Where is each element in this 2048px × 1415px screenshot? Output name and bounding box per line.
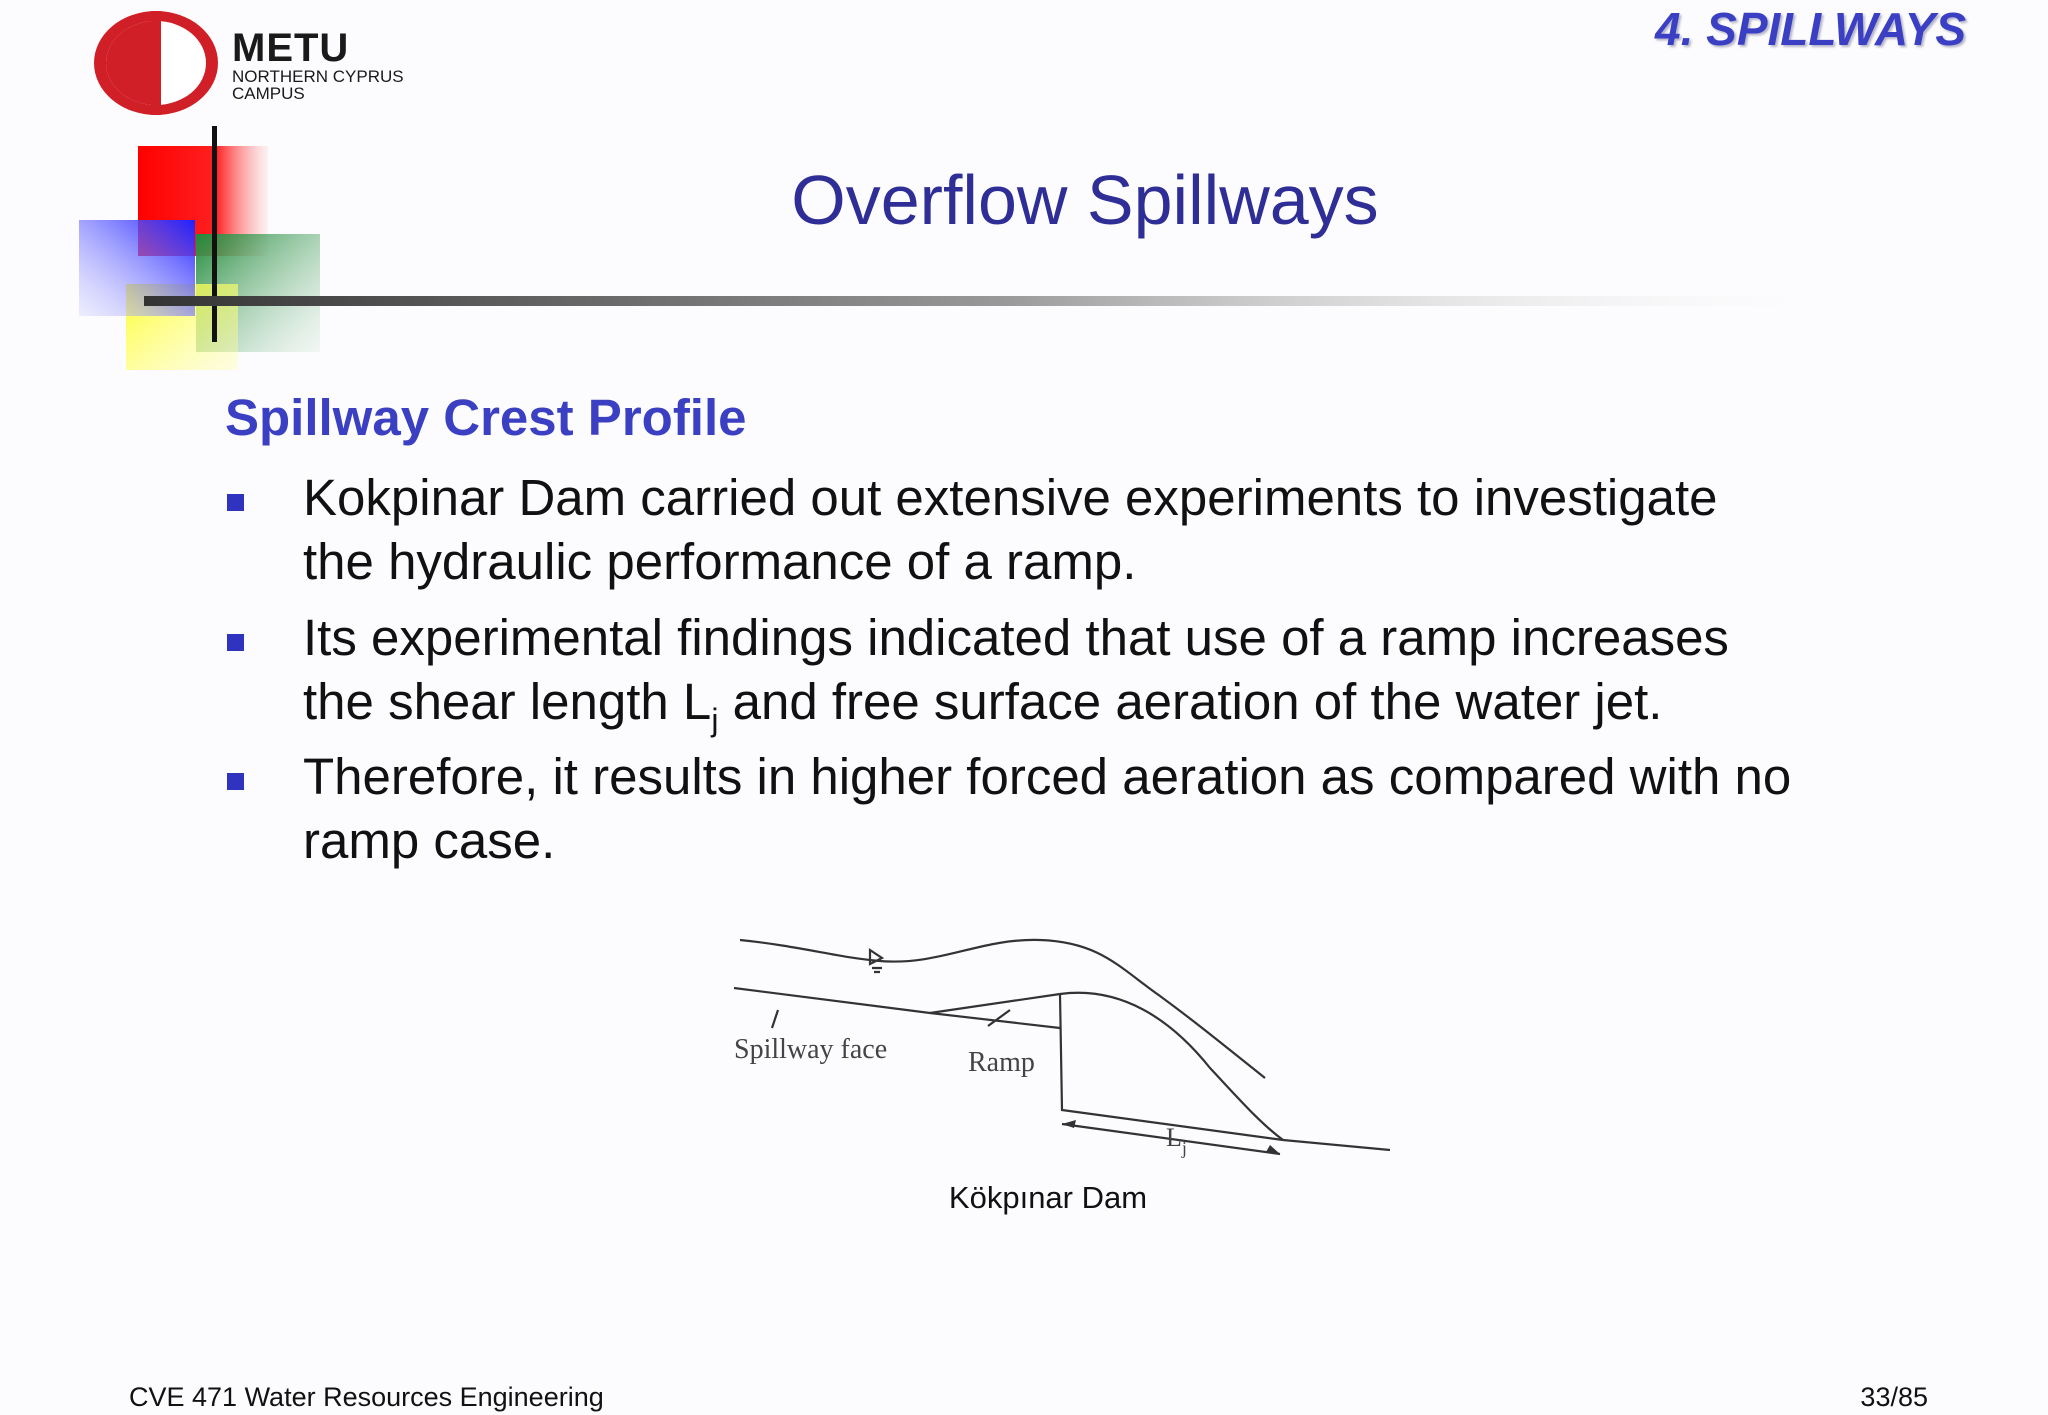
subheading: Spillway Crest Profile (225, 389, 747, 446)
title-underline-rule (144, 296, 1864, 306)
lj-label-sub: j (1181, 1138, 1187, 1158)
logo-wordmark (232, 28, 404, 102)
ramp-diagram (720, 918, 1400, 1180)
bullet-marker (227, 494, 244, 511)
bullet-marker (227, 773, 244, 790)
bullet-2-line-2-pre: the shear length L (303, 673, 712, 730)
metu-logo-seal (90, 6, 224, 120)
section-label: 4. SPILLWAYS (1655, 3, 1966, 55)
downstream-face-line (1283, 1140, 1390, 1150)
bullet-3-line-1: Therefore, it results in higher forced aeration as compared with no (303, 748, 1792, 805)
bullet-2-text (303, 606, 1863, 738)
ramp-label: Ramp (968, 1047, 1035, 1078)
bullet-1-text (303, 466, 1863, 594)
bullet-1-line-1: Kokpinar Dam carried out extensive experiments to investigate (303, 469, 1718, 526)
lj-arrow-left (1062, 1120, 1076, 1128)
bullet-marker (227, 634, 244, 651)
bullet-2-line-2-post: and free surface aeration of the water jet. (718, 673, 1663, 730)
bullet-3-text (303, 745, 1863, 873)
slide-title: Overflow Spillways (791, 161, 1379, 239)
spillway-face-line (734, 988, 1060, 1028)
logo-name: METU (232, 26, 350, 70)
footer-page-number: 33/85 (1860, 1382, 1928, 1412)
bullet-2-line-1: Its experimental findings indicated that use of a ramp increases (303, 609, 1729, 666)
ramp-line (930, 994, 1060, 1013)
bullet-2-line-2 (303, 670, 1863, 738)
logo-subtitle-2: CAMPUS (232, 84, 305, 103)
lj-label-main: L (1166, 1123, 1182, 1152)
bullet-3-line-2: ramp case. (303, 812, 556, 869)
figure-caption: Kökpınar Dam (948, 1180, 1148, 1215)
ramp-pointer (988, 1010, 1010, 1026)
logo-center-bar (151, 11, 161, 115)
spillway-face-label: Spillway face (734, 1034, 888, 1065)
logo-subtitle-1: NORTHERN CYPRUS (232, 67, 404, 86)
bullet-2-subscript: j (711, 702, 719, 738)
spillway-face-pointer (772, 1010, 778, 1028)
bullet-1-line-2: the hydraulic performance of a ramp. (303, 533, 1137, 590)
lj-label (1166, 1123, 1187, 1158)
footer-course: CVE 471 Water Resources Engineering (129, 1382, 604, 1412)
